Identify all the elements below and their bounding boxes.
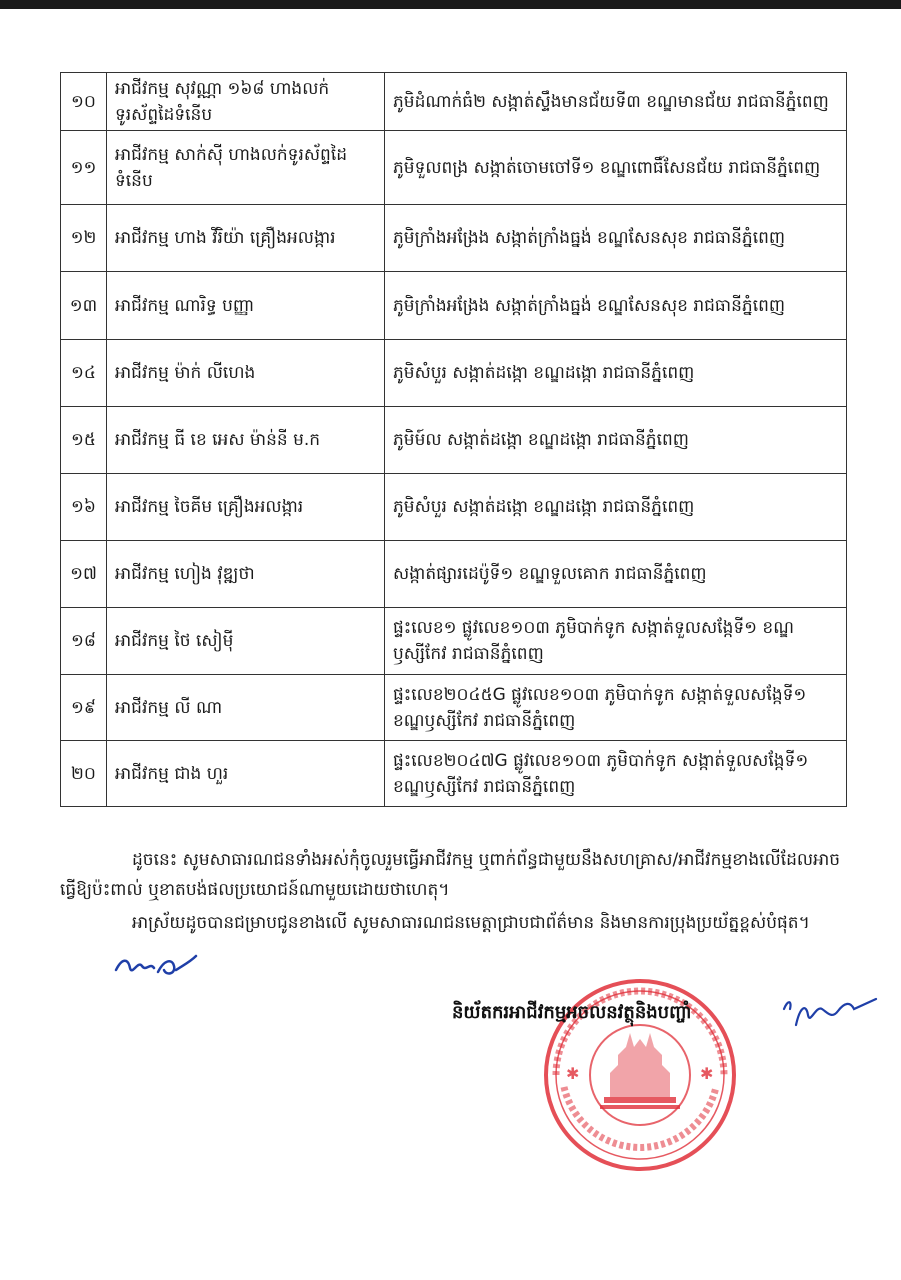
closing-paragraph: ដូចនេះ សូមសាធារណជនទាំងអស់កុំចូលរួមធ្វើអាជីវកម្ម ឬពាក់ព័ន្ធជាមួយនឹងសហគ្រាស/អាជីវកម្មខាងលើដែលអាចធ្វើឱ្យប៉ះពាល់ ឬខាតបង់ផលប្រយោជន៍ណាមួយដោយថាហេតុ។ <box>60 850 841 900</box>
table-row <box>61 608 847 675</box>
business-name: អាជីវកម្ម ចៃគីម គ្រឿងអលង្ការ <box>107 474 385 541</box>
initials-signature-icon <box>112 948 198 982</box>
business-address: ភូមិក្រាំងអង្រែង សង្កាត់ក្រាំងធ្នង់ ខណ្ឌសែនសុខ រាជធានីភ្នំពេញ <box>385 205 847 272</box>
row-number: ១៤ <box>61 340 107 407</box>
row-number: ១៧ <box>61 541 107 608</box>
business-name: អាជីវកម្ម ថៃ សៀម៉ី <box>107 608 385 675</box>
table-row <box>61 340 847 407</box>
table-row <box>61 205 847 272</box>
business-address: ផ្ទះលេខ២០៤៧G ផ្លូវលេខ១០៣ ភូមិបាក់ទូក សង្កាត់ទួលសង្កែទី១ ខណ្ឌឫស្សីកែវ រាជធានីភ្នំពេញ <box>385 741 847 807</box>
business-name: អាជីវកម្ម ណារិទ្ធ បញ្ញា <box>107 272 385 340</box>
advice-paragraph: អាស្រ័យដូចបានជម្រាបជូនខាងលើ សូមសាធារណជនមេត្តាជ្រាបជាព័ត៌មាន និងមានការប្រុងប្រយ័ត្នខ្ពស់បំផុត។ <box>132 913 810 933</box>
business-address: ផ្ទះលេខ១ ផ្លូវលេខ១០៣ ភូមិបាក់ទូក សង្កាត់ទួលសង្កែទី១ ខណ្ឌឫស្សីកែវ រាជធានីភ្នំពេញ <box>385 608 847 675</box>
business-address: សង្កាត់ផ្សារដេប៉ូទី១ ខណ្ឌទួលគោក រាជធានីភ្នំពេញ <box>385 541 847 608</box>
signatory-title: និយ័តករអាជីវកម្មអចលនវត្ថុនិងបញ្ចាំ <box>452 1002 692 1023</box>
svg-text:✱: ✱ <box>700 1064 714 1083</box>
row-number: ១៣ <box>61 272 107 340</box>
table-row <box>61 541 847 608</box>
business-name: អាជីវកម្ម សាក់ស៊ី ហាងលក់ទូរស័ព្ទដៃទំនើប <box>107 131 385 205</box>
business-address: ភូមិក្រាំងអង្រែង សង្កាត់ក្រាំងធ្នង់ ខណ្ឌសែនសុខ រាជធានីភ្នំពេញ <box>385 272 847 340</box>
business-list-table <box>60 72 847 807</box>
business-address: ផ្ទះលេខ២០៤៥G ផ្លូវលេខ១០៣ ភូមិបាក់ទូក សង្កាត់ទួលសង្កែទី១ ខណ្ឌឫស្សីកែវ រាជធានីភ្នំពេញ <box>385 675 847 741</box>
table-row <box>61 131 847 205</box>
row-number: ១៦ <box>61 474 107 541</box>
table-row <box>61 741 847 807</box>
table-row <box>61 407 847 474</box>
business-name: អាជីវកម្ម ជាង ហួរ <box>107 741 385 807</box>
row-number: ២០ <box>61 741 107 807</box>
business-name: អាជីវកម្ម ហាង វីរិយ៉ា គ្រឿងអលង្ការ <box>107 205 385 272</box>
top-border <box>0 0 901 9</box>
business-name: អាជីវកម្ម ធី ខេ អេស ម៉ាន់នី ម.ក <box>107 407 385 474</box>
row-number: ១៥ <box>61 407 107 474</box>
row-number: ១១ <box>61 131 107 205</box>
business-address: ភូមិម៍ល សង្កាត់ដង្កោ ខណ្ឌដង្កោ រាជធានីភ្នំពេញ <box>385 407 847 474</box>
business-address: ភូមិទួលពង្រ សង្កាត់ចោមចៅទី១ ខណ្ឌពោធិ៍សែនជ័យ រាជធានីភ្នំពេញ <box>385 131 847 205</box>
business-name: អាជីវកម្ម ហៀង វុឌ្ឍថា <box>107 541 385 608</box>
row-number: ១៩ <box>61 675 107 741</box>
svg-text:✱: ✱ <box>566 1064 580 1083</box>
row-number: ១៨ <box>61 608 107 675</box>
business-address: ភូមិសំបួរ សង្កាត់ដង្កោ ខណ្ឌដង្កោ រាជធានីភ្នំពេញ <box>385 474 847 541</box>
table-row <box>61 474 847 541</box>
table-row <box>61 272 847 340</box>
table-row <box>61 73 847 131</box>
row-number: ១២ <box>61 205 107 272</box>
business-name: អាជីវកម្ម លី ណា <box>107 675 385 741</box>
handwritten-signature-icon <box>780 995 880 1035</box>
business-address: ភូមិដំណាក់ធំ២ សង្កាត់ស្ទឹងមានជ័យទី៣ ខណ្ឌមានជ័យ រាជធានីភ្នំពេញ <box>385 73 847 131</box>
table-row <box>61 675 847 741</box>
business-name: អាជីវកម្ម សុវណ្ណា ១៦៨ ហាងលក់ទូរស័ព្ទដៃទំនើប <box>107 73 385 131</box>
row-number: ១០ <box>61 73 107 131</box>
business-name: អាជីវកម្ម ម៉ាក់ លីហេង <box>107 340 385 407</box>
business-address: ភូមិសំបួរ សង្កាត់ដង្កោ ខណ្ឌដង្កោ រាជធានីភ្នំពេញ <box>385 340 847 407</box>
